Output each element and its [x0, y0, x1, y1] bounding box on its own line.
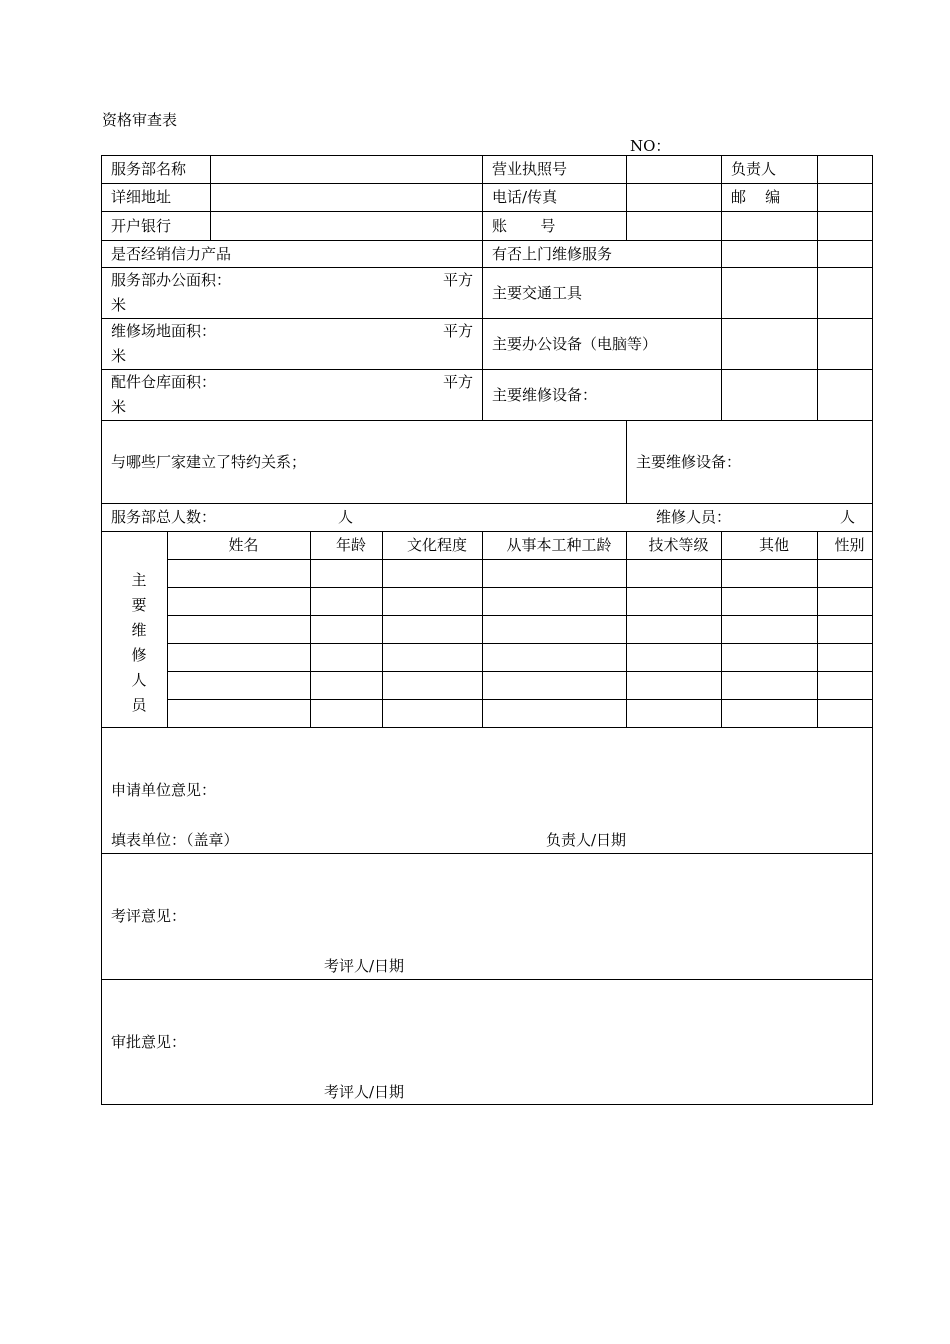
- header-tech-level: 技术等级: [627, 532, 722, 560]
- header-gender: 性别: [818, 532, 873, 560]
- office-equipment-label: 主要办公设备（电脑等）: [483, 319, 722, 370]
- staff-cell[interactable]: [168, 672, 311, 700]
- license-no-label: 营业执照号: [483, 156, 627, 184]
- staff-cell[interactable]: [168, 644, 311, 672]
- warehouse-area-cell[interactable]: [102, 370, 483, 421]
- header-other: 其他: [722, 532, 818, 560]
- staff-cell[interactable]: [168, 700, 311, 728]
- repair-equipment-field[interactable]: [722, 370, 818, 421]
- area-unit-tail: 米: [111, 398, 127, 416]
- office-area-cell[interactable]: [102, 268, 483, 319]
- staff-cell[interactable]: [383, 644, 483, 672]
- total-staff-unit: 人: [338, 508, 354, 526]
- blank-cell-2: [818, 212, 873, 241]
- staff-cell[interactable]: [383, 588, 483, 616]
- approval-opinion-cell[interactable]: [102, 980, 873, 1105]
- side-char: 主: [131, 570, 147, 589]
- office-equipment-extra-field[interactable]: [818, 319, 873, 370]
- staff-cell[interactable]: [627, 560, 722, 588]
- office-equipment-field[interactable]: [722, 319, 818, 370]
- side-char: 员: [131, 695, 147, 714]
- address-field[interactable]: [211, 184, 483, 212]
- service-name-field[interactable]: [211, 156, 483, 184]
- onsite-extra-field[interactable]: [818, 241, 873, 268]
- staff-cell[interactable]: [383, 560, 483, 588]
- applicant-seal-label: 填表单位：（盖章）: [111, 831, 239, 849]
- staff-cell[interactable]: [311, 672, 383, 700]
- postcode-field[interactable]: [818, 184, 873, 212]
- account-label: 账 号: [483, 212, 627, 241]
- address-label: 详细地址: [102, 184, 211, 212]
- phone-fax-field[interactable]: [627, 184, 722, 212]
- repair-equipment-extra-field[interactable]: [818, 370, 873, 421]
- repair-equipment-cell[interactable]: [627, 421, 873, 504]
- staff-row: [102, 700, 873, 728]
- area-unit-tail: 米: [111, 347, 127, 365]
- bank-field[interactable]: [211, 212, 483, 241]
- form-number-label: NO：: [630, 137, 671, 155]
- repair-equipment-label-2: 主要维修设备：: [636, 452, 742, 471]
- staff-cell[interactable]: [818, 644, 873, 672]
- staff-cell[interactable]: [483, 672, 627, 700]
- review-opinion-label: 考评意见：: [111, 907, 187, 925]
- repair-staff-label: 维修人员：: [656, 508, 732, 526]
- staff-cell[interactable]: [627, 616, 722, 644]
- staff-cell[interactable]: [483, 644, 627, 672]
- person-in-charge-label: 负责人: [722, 156, 818, 184]
- staff-cell[interactable]: [168, 560, 311, 588]
- staff-cell[interactable]: [383, 616, 483, 644]
- staff-cell[interactable]: [818, 560, 873, 588]
- staff-row: [102, 644, 873, 672]
- blank-cell-1: [722, 212, 818, 241]
- staff-cell[interactable]: [311, 616, 383, 644]
- staff-row: [102, 588, 873, 616]
- total-staff-label: 服务部总人数：: [111, 508, 217, 526]
- account-field[interactable]: [627, 212, 722, 241]
- site-area-label: 维修场地面积：: [111, 322, 217, 340]
- staff-cell[interactable]: [483, 700, 627, 728]
- area-unit: 平方: [443, 373, 474, 391]
- staff-cell[interactable]: [722, 672, 818, 700]
- partners-label: 与哪些厂家建立了特约关系；: [111, 452, 307, 471]
- approval-sign-date-label: 考评人/日期: [324, 1083, 405, 1101]
- staff-cell[interactable]: [168, 616, 311, 644]
- staff-cell[interactable]: [311, 588, 383, 616]
- approval-opinion-label: 审批意见：: [111, 1032, 187, 1051]
- staff-cell[interactable]: [722, 700, 818, 728]
- bank-label: 开户银行: [102, 212, 211, 241]
- review-opinion-cell[interactable]: [102, 854, 873, 980]
- transport-field[interactable]: [722, 268, 818, 319]
- postcode-label: 邮 编: [722, 184, 818, 212]
- staff-cell[interactable]: [818, 700, 873, 728]
- staff-cell[interactable]: [311, 560, 383, 588]
- site-area-cell[interactable]: [102, 319, 483, 370]
- header-work-years: 从事本工种工龄: [483, 532, 627, 560]
- applicant-opinion-label: 申请单位意见：: [111, 781, 217, 799]
- staff-cell[interactable]: [722, 616, 818, 644]
- staff-cell[interactable]: [627, 672, 722, 700]
- staff-row: [102, 560, 873, 588]
- license-no-field[interactable]: [627, 156, 722, 184]
- repair-equipment-label: 主要维修设备：: [483, 370, 722, 421]
- onsite-service-question: 有否上门维修服务: [483, 241, 722, 268]
- staff-cell[interactable]: [722, 644, 818, 672]
- header-education: 文化程度: [383, 532, 483, 560]
- service-name-label: 服务部名称: [102, 156, 211, 184]
- dealer-question: 是否经销信力产品: [102, 241, 483, 268]
- staff-cell[interactable]: [627, 700, 722, 728]
- staff-cell[interactable]: [483, 616, 627, 644]
- staff-cell[interactable]: [383, 700, 483, 728]
- staff-cell[interactable]: [483, 588, 627, 616]
- area-unit: 平方: [443, 322, 474, 340]
- staff-cell[interactable]: [168, 588, 311, 616]
- side-char: 修: [131, 645, 147, 664]
- qualification-form: [101, 155, 873, 1105]
- side-char: 要: [131, 595, 147, 614]
- side-char: 人: [131, 670, 147, 689]
- partners-cell[interactable]: [102, 421, 627, 504]
- repair-staff-unit: 人: [840, 508, 856, 526]
- staff-cell[interactable]: [383, 672, 483, 700]
- applicant-opinion-cell[interactable]: [102, 728, 873, 854]
- header-name: 姓名: [168, 532, 311, 560]
- warehouse-area-label: 配件仓库面积：: [111, 373, 217, 391]
- staff-row: [102, 616, 873, 644]
- staff-cell[interactable]: [722, 588, 818, 616]
- staff-cell[interactable]: [627, 644, 722, 672]
- side-char: 维: [131, 620, 147, 639]
- phone-fax-label: 电话/传真: [483, 184, 627, 212]
- staff-cell[interactable]: [483, 560, 627, 588]
- staff-count-row[interactable]: [102, 504, 873, 532]
- area-unit: 平方: [443, 271, 474, 289]
- staff-cell[interactable]: [311, 700, 383, 728]
- staff-cell[interactable]: [627, 588, 722, 616]
- onsite-answer-field[interactable]: [722, 241, 818, 268]
- area-unit-tail: 米: [111, 296, 127, 314]
- office-area-label: 服务部办公面积：: [111, 271, 232, 289]
- main-repair-staff-side-label: [102, 532, 168, 728]
- staff-cell[interactable]: [722, 560, 818, 588]
- staff-cell[interactable]: [311, 644, 383, 672]
- header-age: 年龄: [311, 532, 383, 560]
- staff-row: [102, 672, 873, 700]
- applicant-sign-date-label: 负责人/日期: [546, 831, 627, 849]
- staff-cell[interactable]: [818, 616, 873, 644]
- transport-extra-field[interactable]: [818, 268, 873, 319]
- page-title: 资格审查表: [102, 111, 178, 129]
- transport-label: 主要交通工具: [483, 268, 722, 319]
- review-sign-date-label: 考评人/日期: [324, 957, 405, 975]
- person-in-charge-field[interactable]: [818, 156, 873, 184]
- staff-cell[interactable]: [818, 588, 873, 616]
- staff-cell[interactable]: [818, 672, 873, 700]
